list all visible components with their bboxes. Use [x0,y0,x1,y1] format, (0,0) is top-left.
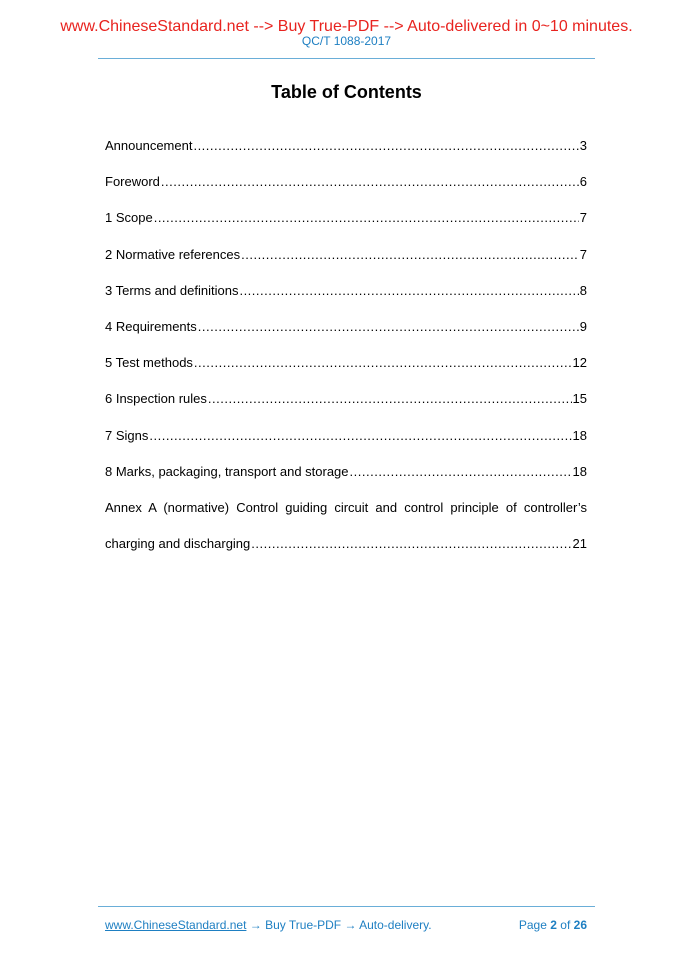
footer-site-link[interactable]: www.ChineseStandard.net [105,918,247,932]
standard-code: QC/T 1088-2017 [301,34,392,48]
current-page-number: 2 [550,918,557,932]
dot-leader [198,319,579,334]
dot-leader [208,391,572,406]
toc-entry-label: 2 Normative references [105,246,241,262]
toc-entry-terms-definitions[interactable] [105,283,587,319]
footer-tagline: → Buy True-PDF → Auto-delivery. [246,918,432,932]
toc-entry-label: Announcement [105,138,193,153]
toc-entry-requirements[interactable] [105,319,587,355]
toc-entry-page: 18 [572,463,587,479]
toc-entry-label: 4 Requirements [105,318,197,334]
dot-leader [149,428,571,443]
dot-leader [194,355,572,370]
toc-entry-label: 7 Signs [105,427,149,443]
dot-leader [241,247,579,262]
toc-entry-page: 9 [579,318,587,334]
total-pages: 26 [573,918,587,932]
toc-entry-signs[interactable] [105,428,587,464]
toc-entry-page: 7 [579,210,587,226]
banner-link[interactable]: www.ChineseStandard.net --> Buy True-PDF --> Auto-delivered in 0~10 minutes. [60,18,633,35]
toc-entry-inspection-rules[interactable] [105,391,587,427]
toc-entry-page: 3 [579,138,587,153]
toc-entry-normative-references[interactable] [105,247,587,283]
toc-entry-label: Foreword [105,174,160,190]
page-word: Page [518,918,547,932]
of-word: of [560,918,571,932]
toc-entry-page: 21 [572,536,587,552]
toc-entry-foreword[interactable] [105,174,587,210]
dot-leader [154,210,579,225]
toc-entry-page: 8 [579,282,587,298]
toc-entry-label: 6 Inspection rules [105,391,207,407]
toc-entry-test-methods[interactable] [105,355,587,391]
toc-entry-label: 1 Scope [105,210,153,226]
dot-leader [251,536,571,551]
toc-entry-label: charging and discharging [105,536,251,552]
dot-leader [239,283,578,298]
page-indicator [519,918,587,932]
page-title: Table of Contents [271,82,422,102]
toc-entry-page: 7 [579,246,587,262]
table-of-contents [105,138,587,572]
toc-entry-page: 15 [572,391,587,407]
toc-entry-announcement[interactable] [105,138,587,174]
toc-entry-page: 6 [579,174,587,190]
toc-entry-page: 18 [572,427,587,443]
dot-leader [350,464,572,479]
toc-entry-label: 3 Terms and definitions [105,282,239,298]
toc-entry-label: 8 Marks, packaging, transport and storage [105,463,349,479]
page-footer [105,918,587,934]
toc-entry-scope[interactable] [105,210,587,246]
dot-leader [161,174,579,189]
toc-entry-label: 5 Test methods [105,355,193,371]
dot-leader [193,138,578,153]
footer-promo [105,918,432,932]
toc-entry-page: 12 [572,355,587,371]
toc-entry-annex-a[interactable]: Annex A (normative) Control guiding circuit and control principle of controller’s [105,499,587,515]
footer-divider [98,906,595,907]
header-divider [98,58,595,59]
toc-entry-annex-a-continued[interactable] [105,536,587,572]
toc-entry-marks-packaging[interactable] [105,464,587,500]
